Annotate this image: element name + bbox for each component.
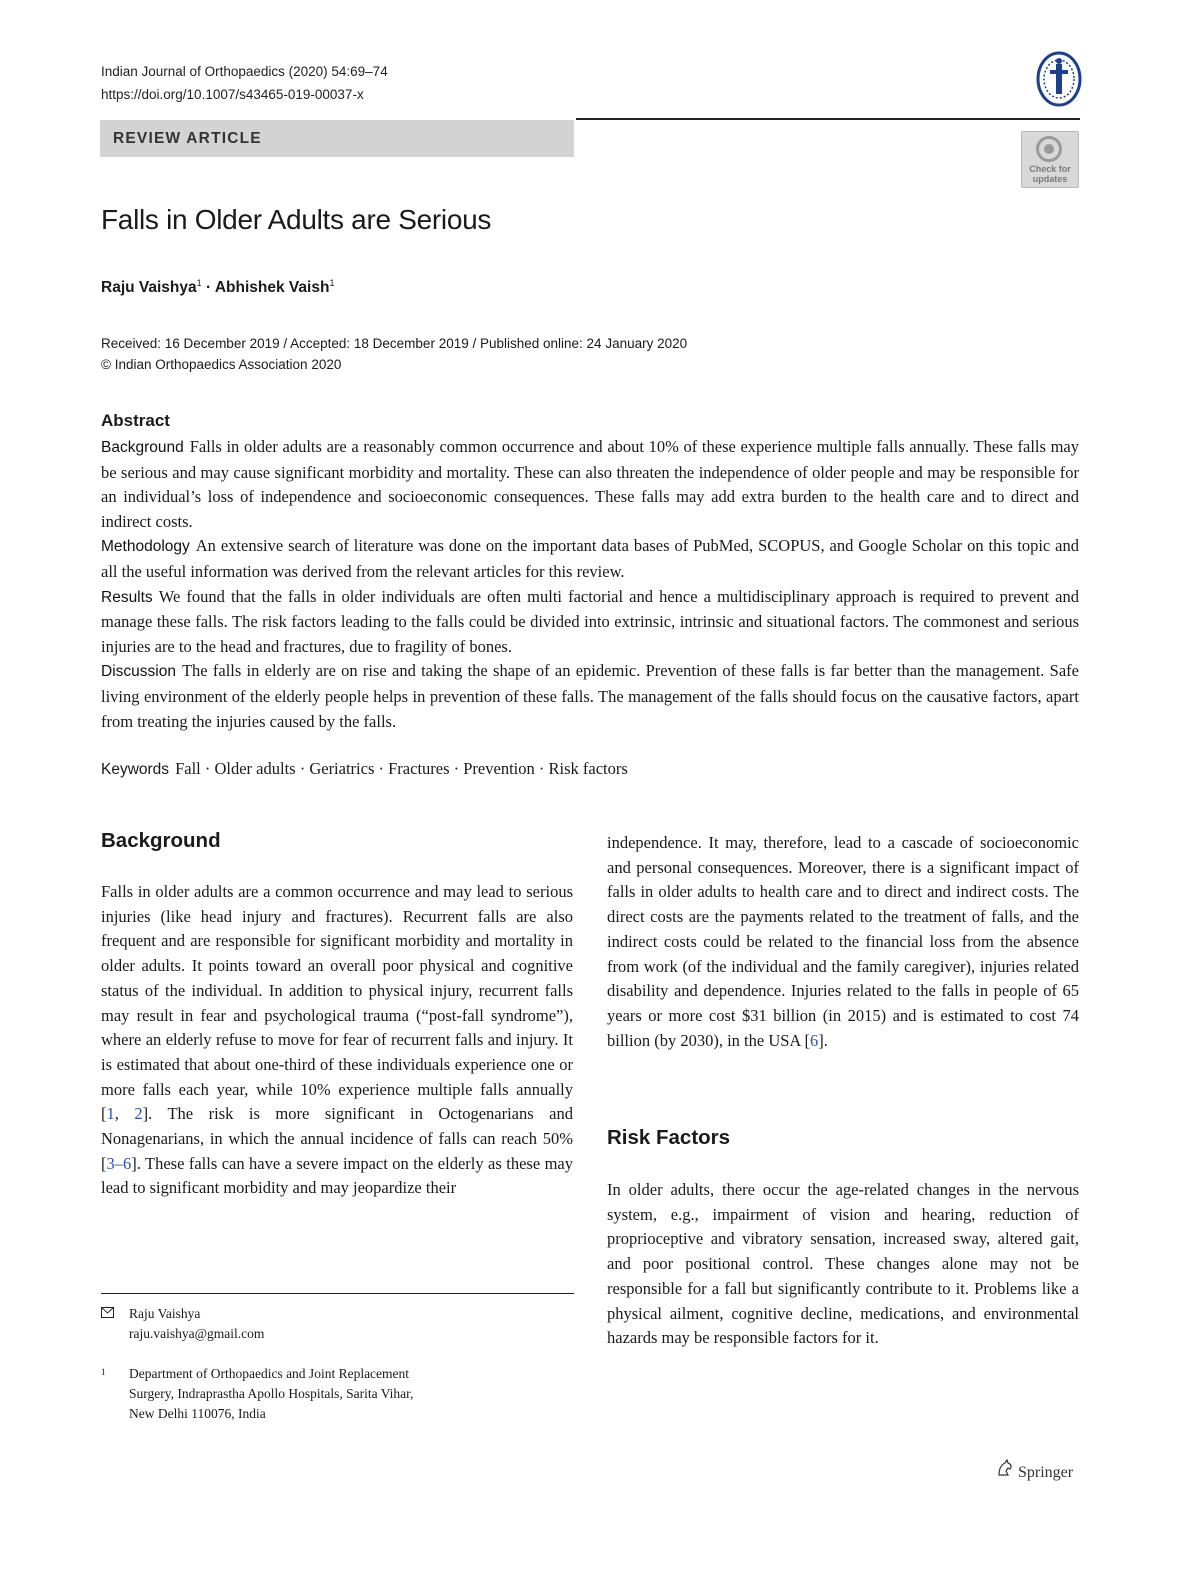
corresponding-author <box>101 1304 264 1344</box>
abstract-discussion-text: The falls in elderly are on rise and taking the shape of an epidemic. Prevention of these falls is far better than the management. Safe living environment of the elderly people helps in prevention of these falls. The management of the falls should focus on the causative factors, apart from treating the injuries caused by the falls. <box>101 661 1079 731</box>
affiliation-number: 1 <box>101 1367 106 1377</box>
risk-factors-text: In older adults, there occur the age-related changes in the nervous system, e.g., impairment of vision and hearing, reduction of proprioceptive and vibratory sensation, increased sway, altered gait, and poor positional control. These changes alone may not be responsible for a fall but significantly contribute to it. Problems like a physical ailment, cognitive decline, medications, and environmental hazards may be responsible factors for it. <box>607 1180 1079 1348</box>
background-paragraph <box>101 880 573 1201</box>
background-text-1: Falls in older adults are a common occurrence and may lead to serious injuries (like head injury and fractures). Recurrent falls are also frequent and are responsible for significant morbidity and mortality in older adults. It points toward an overall poor physical and cognitive status of the individual. In addition to physical injury, recurrent falls may result in fear and psychological trauma (“post-fall syndrome”), where an elderly refuse to move for fear of recurrent falls and injury. It is estimated that about one-third of these individuals experience one or more falls each year, while 10% experience multiple falls annually [ <box>101 882 573 1124</box>
abstract-results <box>101 585 1079 660</box>
springer-horse-icon <box>996 1459 1014 1482</box>
doi-link[interactable]: https://doi.org/10.1007/s43465-019-00037-x <box>101 87 364 102</box>
background-continuation <box>607 831 1079 1053</box>
abstract-discussion-label: Discussion <box>101 663 176 681</box>
section-heading-background: Background <box>101 829 221 852</box>
corresponding-name: Raju Vaishya <box>129 1306 201 1321</box>
author-name[interactable]: Raju Vaishya <box>101 279 197 297</box>
affiliation <box>101 1364 413 1424</box>
abstract-heading: Abstract <box>101 411 170 430</box>
abstract-discussion <box>101 659 1079 734</box>
article-type-banner: REVIEW ARTICLE <box>100 120 574 157</box>
publisher-logo <box>996 1459 1073 1482</box>
copyright-notice: © Indian Orthopaedics Association 2020 <box>101 357 342 372</box>
author-name[interactable]: Abhishek Vaish <box>214 279 330 297</box>
citation-link[interactable]: 3–6 <box>106 1153 132 1173</box>
abstract-methodology-label: Methodology <box>101 538 190 556</box>
keywords-label: Keywords <box>101 761 170 778</box>
author-affil-sup: 1 <box>329 278 335 288</box>
abstract-results-text: We found that the falls in older individuals are often multi factorial and hence a multidisciplinary approach is required to prevent and manage these falls. The risk factors leading to the falls could be divided into extrinsic, intrinsic and situational factors. The commonest and serious injuries are to the head and fractures, due to fragility of bones. <box>101 586 1079 656</box>
citation-link[interactable]: 1 <box>106 1104 115 1124</box>
abstract-methodology <box>101 534 1079 584</box>
abstract-results-label: Results <box>101 588 153 606</box>
keywords <box>101 759 628 779</box>
footnote-rule <box>101 1293 574 1294</box>
abstract-background-label: Background <box>101 439 184 456</box>
background-text-4: independence. It may, therefore, lead to a cascade of socioeconomic and personal consequences. Moreover, there is a significant impact of falls in older adults to health care and to direct and indirect costs. The direct costs are the payments related to the treatment of falls, and the indirect costs could be related to the financial loss from the absence from work (of the individual and the family caregiver), injuries related disability and dependence. Injuries related to the falls in people of 65 years or more cost $31 billion (in 2015) and is estimated to cost 74 billion (by 2030), in the USA [ <box>607 833 1079 1050</box>
crossmark-icon <box>1036 136 1062 162</box>
background-text-3: ]. These falls can have a severe impact on the elderly as these may lead to significant morbidity and may jeopardize their <box>101 1153 573 1198</box>
affiliation-line: Surgery, Indraprastha Apollo Hospitals, Sarita Vihar, <box>129 1386 414 1401</box>
affiliation-line: New Delhi 110076, India <box>129 1406 266 1421</box>
background-text-5: ]. <box>818 1030 828 1050</box>
crossmark-label: Check for updates <box>1029 164 1071 184</box>
abstract-background <box>101 435 1079 534</box>
envelope-icon <box>101 1304 119 1324</box>
background-text-2: ]. The risk is more significant in Octogenarians and Nonagenarians, in which the annual incidence of falls can reach 50% [ <box>101 1104 573 1173</box>
journal-emblem-icon <box>1036 50 1082 108</box>
section-heading-risk-factors: Risk Factors <box>607 1126 731 1149</box>
email-link[interactable]: raju.vaishya@gmail.com <box>129 1326 265 1341</box>
author-affil-sup: 1 <box>196 278 202 288</box>
journal-citation: Indian Journal of Orthopaedics (2020) 54:69–74 <box>101 64 388 79</box>
publisher-name: Springer <box>1018 1464 1074 1481</box>
abstract-background-text: Falls in older adults are a reasonably common occurrence and about 10% of these experience multiple falls annually. These falls may be serious and may cause significant morbidity and mortality. These can also threaten the independence of older people and may be responsible for an individual’s loss of independence and socioeconomic consequences. These falls may add extra burden to the health care and to direct and indirect costs. <box>101 437 1079 531</box>
keywords-list: Fall · Older adults · Geriatrics · Fractures · Prevention · Risk factors <box>175 759 628 778</box>
abstract-methodology-text: An extensive search of literature was done on the important data bases of PubMed, SCOPUS, and Google Scholar on this topic and all the useful information was derived from the relevant articles for this review. <box>101 536 1079 581</box>
citation-link[interactable]: 2 <box>134 1104 143 1124</box>
risk-factors-paragraph <box>607 1178 1079 1351</box>
publication-dates: Received: 16 December 2019 / Accepted: 18 December 2019 / Published online: 24 January 2020 <box>101 336 688 351</box>
abstract-body <box>101 435 1079 734</box>
author-separator: · <box>201 279 215 297</box>
affiliation-line: Department of Orthopaedics and Joint Replacement <box>129 1366 410 1381</box>
citation-link[interactable]: 6 <box>810 1030 819 1050</box>
citation-separator: , <box>114 1104 135 1124</box>
author-list <box>101 278 334 297</box>
header-rule <box>576 118 1080 120</box>
crossmark-button[interactable] <box>1021 131 1079 188</box>
article-title: Falls in Older Adults are Serious <box>101 204 492 235</box>
